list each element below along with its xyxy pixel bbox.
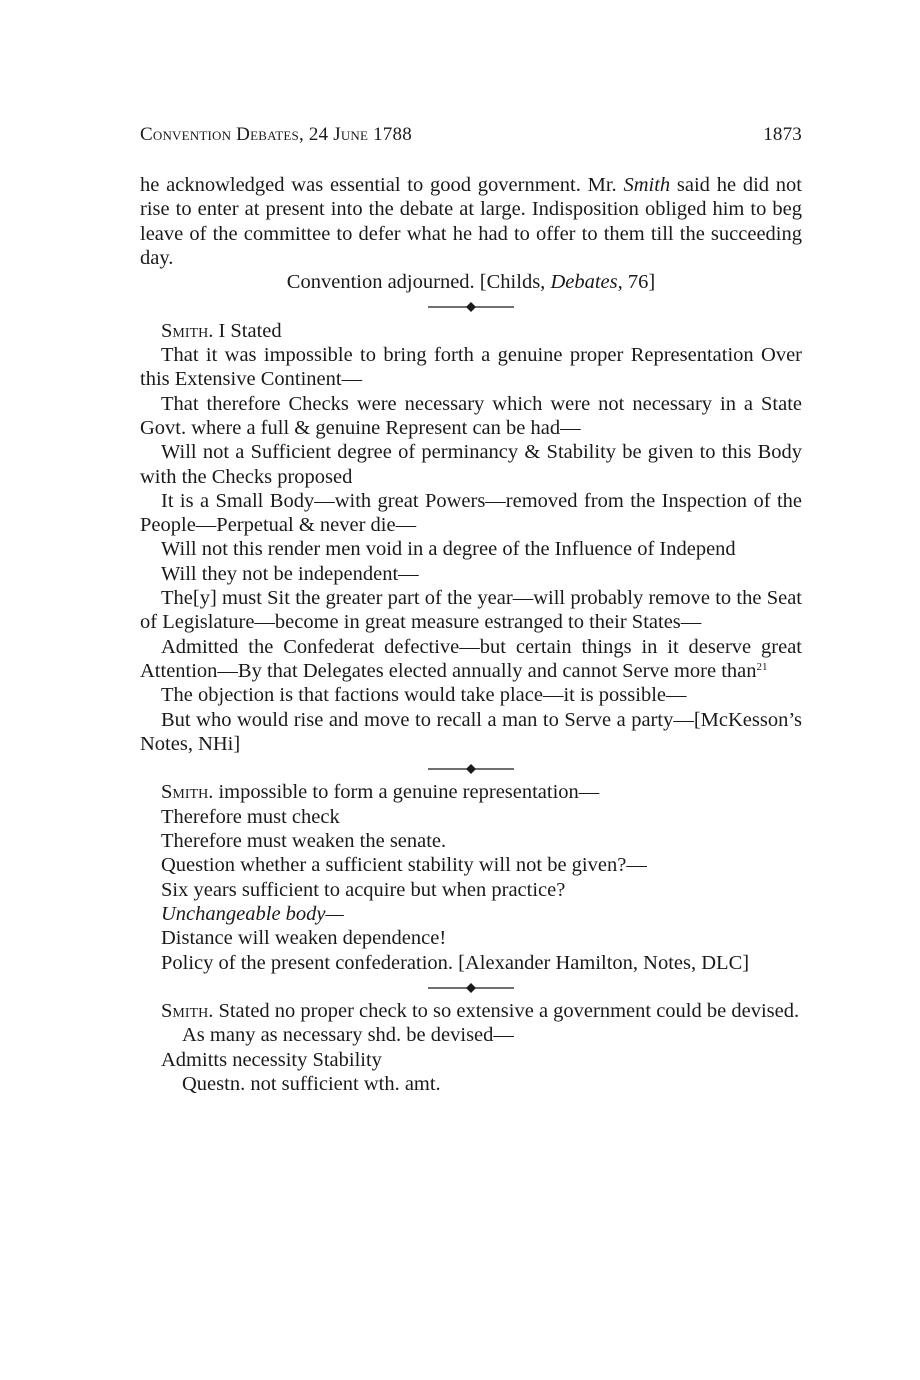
running-header: [140, 124, 802, 146]
mckesson-line: That it was impossible to bring forth a genuine proper Representation Over this Extensive Continent—: [140, 344, 802, 391]
mckesson-line: Will not a Sufficient degree of perminancy & Stability be given to this Body with the Checks proposed: [140, 441, 802, 488]
paragraph-indisposition: he acknowledged was essential to good government. Mr. Smith said he did not rise to enter at present into the debate at large. Indisposition obliged him to beg leave of the committee to defer what he had to offer to them till the succeeding day.: [140, 174, 802, 269]
section-divider-ornament: [140, 756, 802, 780]
adjourned-line: Convention adjourned. [Childs, Debates, 76]: [286, 271, 656, 294]
mckesson-line: That therefore Checks were necessary which were not necessary in a State Govt. where a full & genuine Represent can be had—: [140, 392, 802, 439]
notes-line: As many as necessary shd. be devised—: [182, 1024, 514, 1047]
hamilton-line: Therefore must check: [161, 805, 340, 828]
page-number: 1873: [763, 124, 802, 145]
mckesson-line: Will they not be independent—: [161, 562, 419, 585]
body-text: [140, 173, 802, 1096]
notes-line: Admitts necessity Stability: [161, 1048, 382, 1071]
mckesson-line: The objection is that factions would take place—it is possible—: [161, 684, 687, 707]
mckesson-line: Will not this render men void in a degree of the Influence of Independ: [161, 538, 736, 561]
mckesson-line: The[y] must Sit the greater part of the year—will probably remove to the Seat of Legislature—become in great measure estranged to their States—: [140, 587, 802, 634]
hamilton-line: Therefore must weaken the senate.: [161, 830, 447, 853]
hamilton-speaker-line: Smith. impossible to form a genuine representation—: [161, 781, 600, 804]
mckesson-speaker-line: Smith. I Stated: [161, 319, 282, 342]
hamilton-line-italic: Unchangeable body—: [161, 902, 344, 925]
hamilton-line: Distance will weaken dependence!: [161, 927, 447, 950]
notes-speaker-line: Smith. Stated no proper check to so extensive a government could be devised.: [161, 1000, 800, 1023]
hamilton-line: Six years sufficient to acquire but when practice?: [161, 878, 566, 901]
section-divider-ornament: [140, 294, 802, 318]
section-divider-ornament: [140, 975, 802, 999]
hamilton-line-source: Policy of the present confederation. [Alexander Hamilton, Notes, DLC]: [161, 951, 750, 974]
mckesson-line-source: But who would rise and move to recall a man to Serve a party—[McKesson’s Notes, NHi]: [140, 708, 802, 755]
hamilton-line: Question whether a sufficient stability will not be given?—: [161, 854, 647, 877]
mckesson-line-confederat: Admitted the Confederat defective—but certain things in it deserve great Attention—By that Delegates elected annually and cannot Serve more than$^{21}$: [140, 635, 802, 682]
running-title: Convention Debates, 24 June 1788: [140, 124, 412, 145]
mckesson-line: It is a Small Body—with great Powers—removed from the Inspection of the People—Perpetual & never die—: [140, 489, 802, 537]
footnote-reference[interactable]: 21: [756, 660, 768, 673]
notes-line: Questn. not sufficient wth. amt.: [182, 1072, 441, 1095]
